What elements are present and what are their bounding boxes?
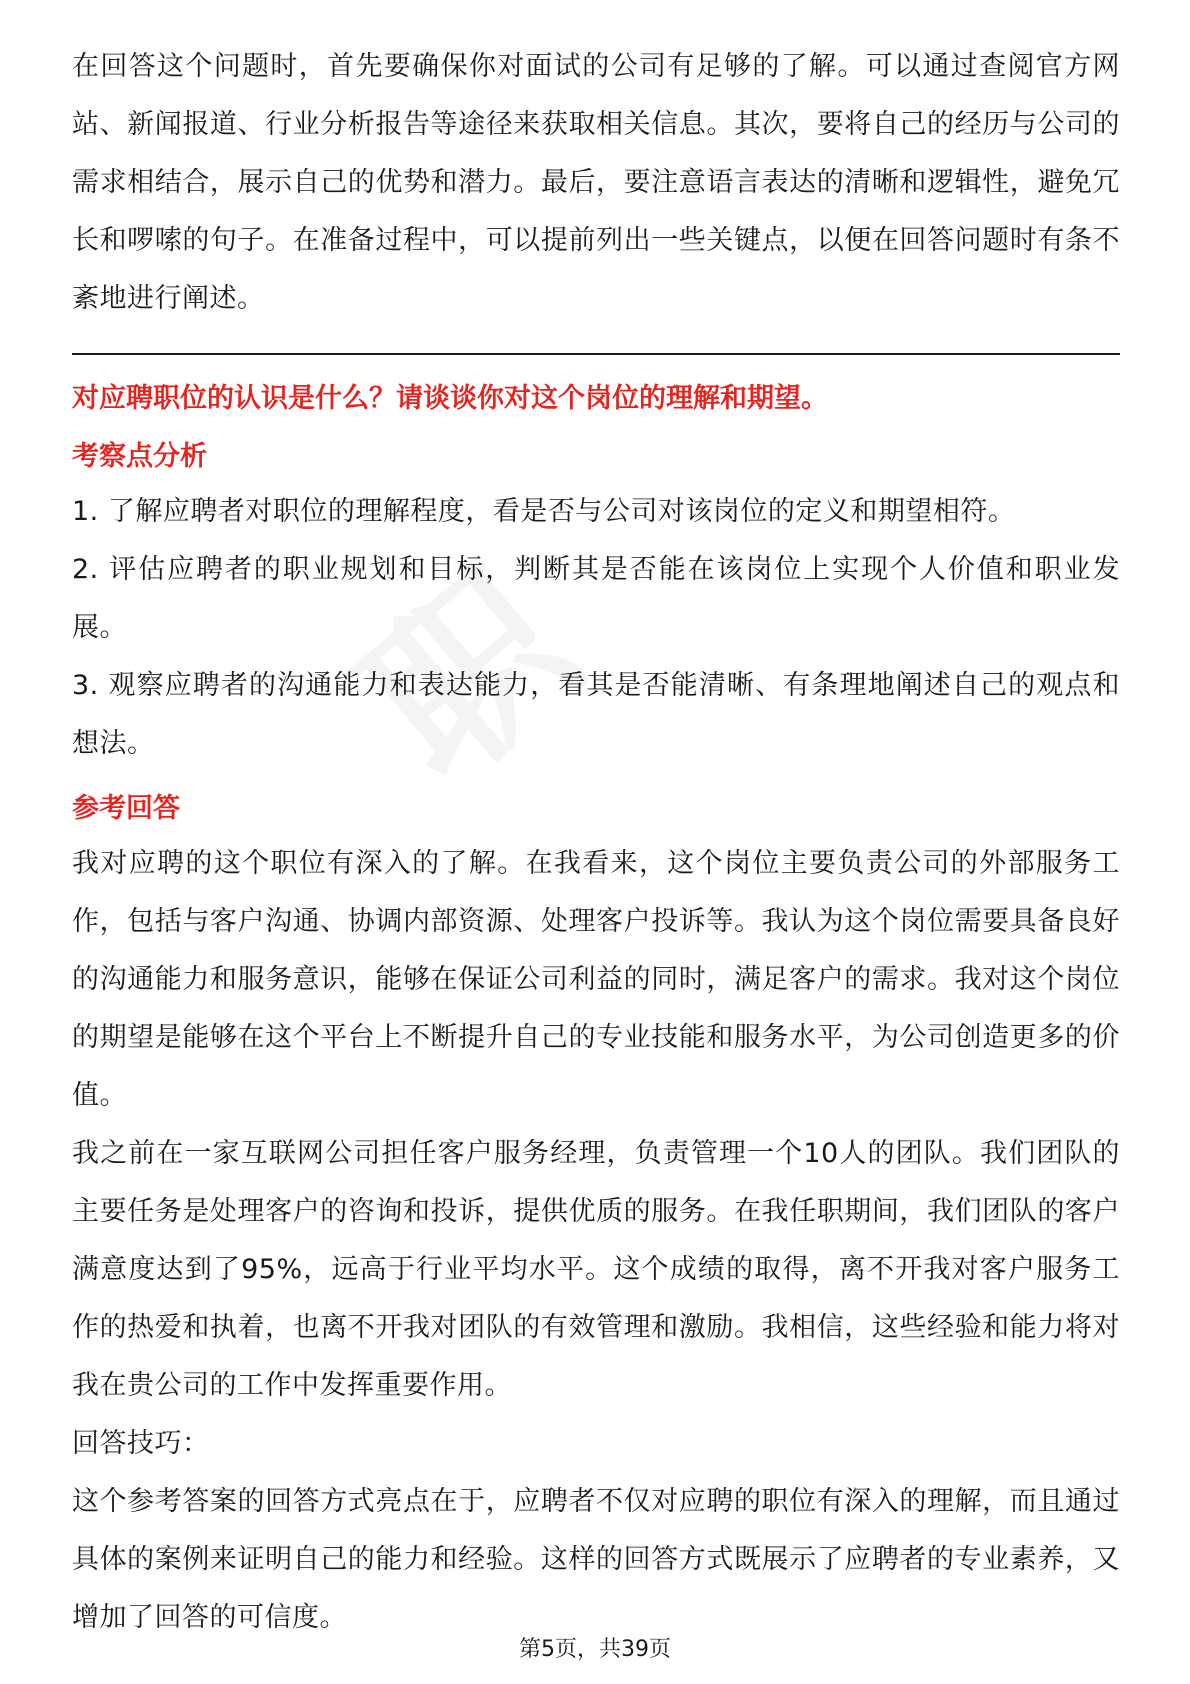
question-title: 对应聘职位的认识是什么？请谈谈你对这个岗位的理解和期望。 (72, 383, 828, 414)
analysis-item-2: 2. 评估应聘者的职业规划和目标，判断其是否能在该岗位上实现个人价值和职业发展。 (72, 554, 1120, 643)
document-page (72, 38, 1120, 1647)
reference-paragraph-1: 我对应聘的这个职位有深入的了解。在我看来，这个岗位主要负责公司的外部服务工作，包括与客户沟通、协调内部资源、处理客户投诉等。我认为这个岗位需要具备良好的沟通能力和服务意识，能够在保证公司利益的同时，满足客户的需求。我对这个岗位的期望是能够在这个平台上不断提升自己的专业技能和服务水平，为公司创造更多的价值。 (72, 848, 1120, 1111)
intro-paragraph: 在回答这个问题时，首先要确保你对面试的公司有足够的了解。可以通过查阅官方网站、新闻报道、行业分析报告等途径来获取相关信息。其次，要将自己的经历与公司的需求相结合，展示自己的优势和潜力。最后，要注意语言表达的清晰和逻辑性，避免冗长和啰嗦的句子。在准备过程中，可以提前列出一些关键点，以便在回答问题时有条不紊地进行阐述。 (72, 51, 1120, 314)
analysis-item-1: 1. 了解应聘者对职位的理解程度，看是否与公司对该岗位的定义和期望相符。 (72, 496, 1016, 527)
reference-paragraph-2: 我之前在一家互联网公司担任客户服务经理，负责管理一个10人的团队。我们团队的主要任务是处理客户的咨询和投诉，提供优质的服务。在我任职期间，我们团队的客户满意度达到了95%，远高于行业平均水平。这个成绩的取得，离不开我对客户服务工作的热爱和执着，也离不开我对团队的有效管理和激励。我相信，这些经验和能力将对我在贵公司的工作中发挥重要作用。 (72, 1138, 1120, 1401)
page-number: 第5页，共39页 (519, 1637, 671, 1662)
tips-label: 回答技巧： (72, 1428, 210, 1459)
section-divider (72, 353, 1120, 355)
reference-heading: 参考回答 (72, 793, 180, 824)
analysis-item-3: 3. 观察应聘者的沟通能力和表达能力，看其是否能清晰、有条理地阐述自己的观点和想法。 (72, 670, 1120, 759)
analysis-heading: 考察点分析 (72, 441, 207, 472)
tips-paragraph: 这个参考答案的回答方式亮点在于，应聘者不仅对应聘的职位有深入的理解，而且通过具体的案例来证明自己的能力和经验。这样的回答方式既展示了应聘者的专业素养，又增加了回答的可信度。 (72, 1486, 1120, 1633)
